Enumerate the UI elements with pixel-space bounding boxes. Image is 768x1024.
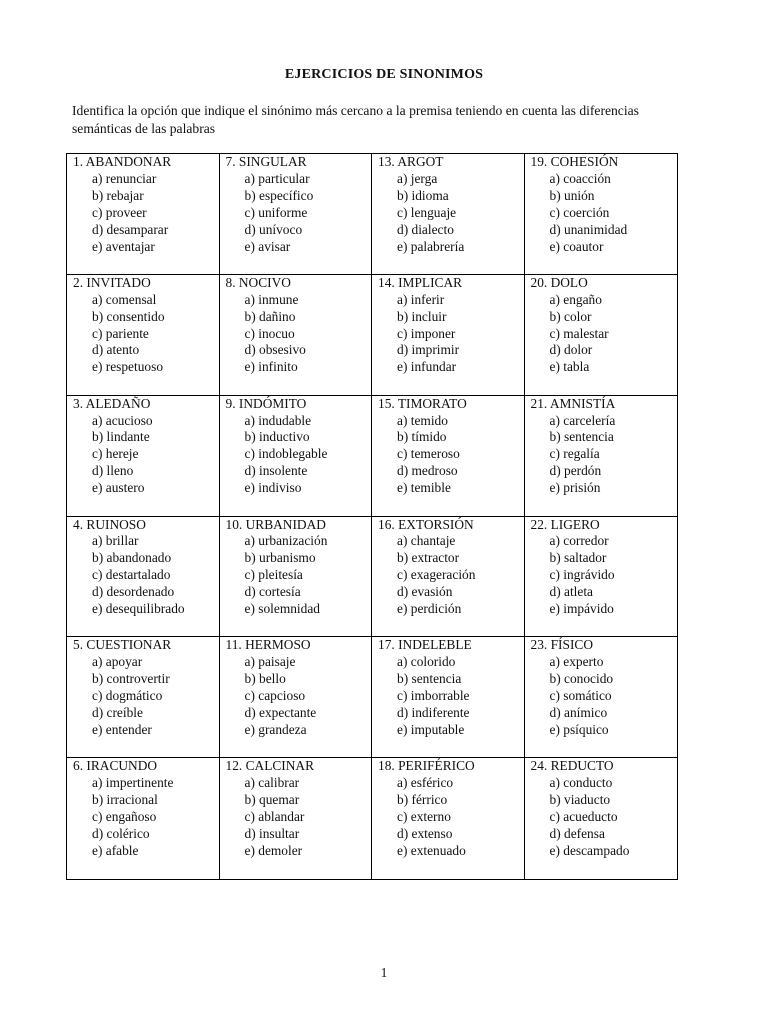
exercise-option: e) tabla — [549, 359, 590, 375]
exercise-cell — [372, 758, 525, 879]
exercise-cell — [220, 517, 373, 638]
exercise-option: d) extenso — [397, 825, 453, 841]
exercise-option: c) ablandar — [244, 808, 305, 824]
exercise-option: b) bello — [244, 671, 286, 687]
instructions: Identifica la opción que indique el sinónimo más cercano a la premisa teniendo en cuenta las diferencias semánticas de las palabras — [72, 103, 639, 136]
exercise-cell — [67, 275, 220, 396]
exercise-option: c) engañoso — [92, 808, 157, 824]
exercise-option: d) colérico — [92, 825, 150, 841]
exercise-option: b) consentido — [92, 308, 165, 324]
exercise-option: e) imputable — [397, 721, 465, 737]
exercise-option: d) atleta — [549, 584, 593, 600]
exercise-option: e) temible — [397, 480, 451, 496]
exercise-option: c) acueducto — [549, 808, 618, 824]
exercise-option: a) impertinente — [92, 775, 174, 791]
exercise-option: e) afable — [92, 842, 139, 858]
exercise-option: a) paisaje — [244, 654, 296, 670]
exercise-option: a) engaño — [549, 291, 602, 307]
exercise-option: d) unívoco — [244, 221, 303, 237]
exercise-option: c) inocuo — [244, 325, 295, 341]
exercise-option: d) defensa — [549, 825, 605, 841]
exercise-cell — [372, 275, 525, 396]
exercise-word: 2. INVITADO — [73, 274, 151, 290]
exercise-word: 11. HERMOSO — [225, 637, 311, 653]
exercise-option: c) pariente — [92, 325, 149, 341]
exercise-option: a) acucioso — [92, 412, 153, 428]
exercise-option: e) descampado — [549, 842, 630, 858]
exercise-option: a) temido — [397, 412, 448, 428]
exercise-option: a) renunciar — [92, 170, 157, 186]
exercise-word: 1. ABANDONAR — [73, 154, 172, 169]
exercise-cell — [67, 637, 220, 758]
page-title: EJERCICIOS DE SINONIMOS — [284, 67, 484, 82]
exercise-option: a) apoyar — [92, 654, 143, 670]
exercise-option: c) uniforme — [244, 204, 308, 220]
exercise-option: b) irracional — [92, 791, 158, 807]
exercise-cell — [67, 517, 220, 638]
exercise-word: 12. CALCINAR — [225, 758, 315, 774]
exercise-option: c) imponer — [397, 325, 456, 341]
exercise-cell — [220, 637, 373, 758]
exercise-option: e) desequilibrado — [92, 601, 185, 617]
exercise-option: b) controvertir — [92, 671, 170, 687]
exercise-option: b) tímido — [397, 429, 447, 445]
exercise-cell — [372, 396, 525, 517]
exercise-option: b) sentencia — [397, 671, 462, 687]
exercise-option: e) indiviso — [244, 480, 302, 496]
exercise-cell — [372, 154, 525, 275]
exercise-option: d) lleno — [92, 463, 134, 479]
exercise-option: b) incluir — [397, 308, 447, 324]
exercise-option: b) viaducto — [549, 791, 611, 807]
exercise-word: 24. REDUCTO — [530, 758, 614, 774]
exercise-option: c) coerción — [549, 204, 610, 220]
exercise-word: 20. DOLO — [530, 274, 588, 290]
exercise-option: e) avisar — [244, 238, 291, 254]
exercise-option: b) quemar — [244, 791, 300, 807]
exercise-word: 9. INDÓMITO — [225, 395, 307, 411]
exercise-word: 14. IMPLICAR — [378, 274, 463, 290]
exercise-option: b) específico — [244, 187, 314, 203]
exercise-option: b) extractor — [397, 550, 460, 566]
exercise-cell — [525, 517, 678, 638]
exercise-option: c) malestar — [549, 325, 609, 341]
exercise-option: a) carcelería — [549, 412, 616, 428]
exercise-option: e) prisión — [549, 480, 601, 496]
exercise-option: a) particular — [244, 170, 310, 186]
exercise-cell — [220, 758, 373, 879]
exercise-table — [66, 153, 678, 880]
exercise-option: c) lenguaje — [397, 204, 457, 220]
exercise-option: b) lindante — [92, 429, 150, 445]
exercise-option: e) demoler — [244, 842, 303, 858]
exercise-word: 23. FÍSICO — [530, 637, 594, 653]
exercise-option: b) rebajar — [92, 187, 144, 203]
exercise-option: e) infundar — [397, 359, 457, 375]
exercise-word: 10. URBANIDAD — [225, 516, 326, 532]
exercise-cell — [525, 637, 678, 758]
exercise-option: b) idioma — [397, 187, 449, 203]
exercise-option: e) austero — [92, 480, 145, 496]
exercise-option: d) obsesivo — [244, 342, 306, 358]
exercise-cell — [67, 154, 220, 275]
exercise-word: 16. EXTORSIÓN — [378, 516, 474, 532]
exercise-word: 17. INDELEBLE — [378, 637, 472, 653]
exercise-option: e) palabrería — [397, 238, 465, 254]
exercise-cell — [525, 275, 678, 396]
exercise-option: e) infinito — [244, 359, 298, 375]
exercise-cell — [525, 396, 678, 517]
exercise-option: b) férrico — [397, 791, 448, 807]
exercise-option: c) pleitesía — [244, 567, 303, 583]
exercise-option: e) impávido — [549, 601, 614, 617]
exercise-cell — [220, 396, 373, 517]
exercise-option: d) desordenado — [92, 584, 175, 600]
exercise-option: d) expectante — [244, 704, 317, 720]
exercise-option: e) grandeza — [244, 721, 307, 737]
exercise-option: c) temeroso — [397, 446, 460, 462]
exercise-option: d) medroso — [397, 463, 458, 479]
exercise-option: a) comensal — [92, 291, 157, 307]
exercise-option: d) atento — [92, 342, 140, 358]
exercise-word: 8. NOCIVO — [225, 274, 291, 290]
exercise-cell — [525, 154, 678, 275]
exercise-cell — [67, 758, 220, 879]
exercise-option: a) conducto — [549, 775, 613, 791]
exercise-word: 7. SINGULAR — [225, 154, 307, 169]
exercise-option: c) proveer — [92, 204, 147, 220]
exercise-word: 18. PERIFÉRICO — [378, 758, 475, 774]
exercise-option: b) abandonado — [92, 550, 172, 566]
exercise-option: c) somático — [549, 688, 612, 704]
exercise-option: e) extenuado — [397, 842, 466, 858]
exercise-option: b) saltador — [549, 550, 607, 566]
exercise-option: b) inductivo — [244, 429, 310, 445]
exercise-word: 3. ALEDAÑO — [73, 395, 151, 411]
exercise-option: e) psíquico — [549, 721, 609, 737]
exercise-option: c) imborrable — [397, 688, 470, 704]
exercise-word: 15. TIMORATO — [378, 395, 467, 411]
exercise-option: d) insultar — [244, 825, 300, 841]
exercise-option: d) creíble — [92, 704, 143, 720]
exercise-cell — [220, 154, 373, 275]
exercise-option: b) conocido — [549, 671, 614, 687]
exercise-option: d) anímico — [549, 704, 608, 720]
exercise-option: d) indiferente — [397, 704, 470, 720]
exercise-option: a) corredor — [549, 533, 609, 549]
exercise-option: a) coacción — [549, 170, 611, 186]
exercise-option: d) perdón — [549, 463, 602, 479]
exercise-option: c) destartalado — [92, 567, 171, 583]
exercise-option: a) esférico — [397, 775, 454, 791]
exercise-option: d) dolor — [549, 342, 593, 358]
exercise-option: b) dañino — [244, 308, 296, 324]
exercise-cell — [372, 637, 525, 758]
exercise-option: a) chantaje — [397, 533, 456, 549]
exercise-option: e) entender — [92, 721, 152, 737]
exercise-option: c) ingrávido — [549, 567, 615, 583]
exercise-word: 4. RUINOSO — [73, 516, 146, 532]
exercise-option: b) unión — [549, 187, 595, 203]
exercise-option: d) evasión — [397, 584, 453, 600]
exercise-option: e) solemnidad — [244, 601, 320, 617]
exercise-option: d) desamparar — [92, 221, 169, 237]
exercise-option: a) inferir — [397, 291, 445, 307]
exercise-word: 19. COHESIÓN — [530, 154, 619, 169]
exercise-option: a) indudable — [244, 412, 312, 428]
exercise-option: d) cortesía — [244, 584, 301, 600]
exercise-option: e) coautor — [549, 238, 604, 254]
exercise-option: a) colorido — [397, 654, 456, 670]
exercise-option: b) sentencia — [549, 429, 614, 445]
exercise-option: b) color — [549, 308, 592, 324]
exercise-option: d) imprimir — [397, 342, 460, 358]
exercise-option: e) perdición — [397, 601, 462, 617]
exercise-option: c) regalía — [549, 446, 600, 462]
exercise-option: d) unanimidad — [549, 221, 628, 237]
exercise-cell — [67, 396, 220, 517]
exercise-cell — [220, 275, 373, 396]
exercise-option: a) brillar — [92, 533, 139, 549]
exercise-option: c) hereje — [92, 446, 139, 462]
exercise-option: d) dialecto — [397, 221, 454, 237]
exercise-option: c) capcioso — [244, 688, 306, 704]
exercise-cell — [372, 517, 525, 638]
exercise-cell — [525, 758, 678, 879]
exercise-option: a) urbanización — [244, 533, 328, 549]
exercise-word: 5. CUESTIONAR — [73, 637, 172, 653]
exercise-word: 21. AMNISTÍA — [530, 395, 616, 411]
exercise-word: 22. LIGERO — [530, 516, 600, 532]
exercise-word: 6. IRACUNDO — [73, 758, 158, 774]
page-number: 1 — [380, 965, 388, 980]
exercise-option: a) experto — [549, 654, 604, 670]
exercise-option: c) externo — [397, 808, 451, 824]
exercise-option: a) inmune — [244, 291, 299, 307]
exercise-option: e) aventajar — [92, 238, 155, 254]
exercise-option: c) indoblegable — [244, 446, 328, 462]
exercise-option: c) dogmático — [92, 688, 163, 704]
exercise-option: e) respetuoso — [92, 359, 164, 375]
exercise-option: a) calibrar — [244, 775, 300, 791]
exercise-option: a) jerga — [397, 170, 438, 186]
exercise-option: c) exageración — [397, 567, 476, 583]
exercise-option: d) insolente — [244, 463, 308, 479]
exercise-word: 13. ARGOT — [378, 154, 444, 169]
exercise-option: b) urbanismo — [244, 550, 316, 566]
